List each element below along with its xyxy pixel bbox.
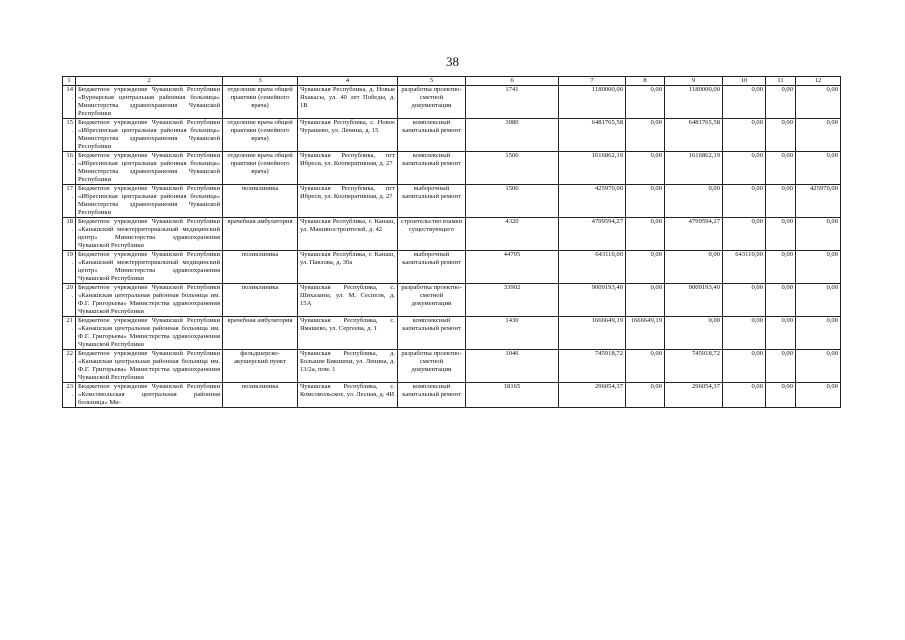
- organization-name: Бюджетное учреждение Чувашской Республики «Канашская центральная районная больница им. Ф.Г. Григорьева» Министерства здравоохранения Чувашской Республики: [76, 350, 223, 383]
- cost-year-4: 0,00: [766, 284, 796, 317]
- cost-year-1: 0,00: [626, 152, 665, 185]
- row-number: 16.: [63, 152, 76, 185]
- facility-type: поликлиника: [223, 383, 298, 408]
- work-type: выборочный капитальный ремонт: [398, 251, 466, 284]
- cost-year-1: 0,00: [626, 86, 665, 119]
- cost-year-4: 0,00: [766, 152, 796, 185]
- facility-address: Чувашская Республика, пгт Ибреси, ул. Кооперативная, д. 27: [298, 152, 398, 185]
- cost-year-5: 0,00: [796, 152, 841, 185]
- column-number-4: 4: [298, 77, 398, 86]
- facility-type: отделение врача общей практики (семейного врача): [223, 119, 298, 152]
- facility-type: поликлиника: [223, 185, 298, 218]
- row-number: 21.: [63, 317, 76, 350]
- total-cost: 643110,00: [559, 251, 626, 284]
- cost-year-2: 1616862,19: [665, 152, 723, 185]
- area-value: 1506: [466, 152, 559, 185]
- organization-name: Бюджетное учреждение Чувашской Республики «Ибресинская центральная районная больница» Министерства здравоохранения Чувашской Республики: [76, 119, 223, 152]
- cost-year-2: 0,00: [665, 317, 723, 350]
- cost-year-3: 0,00: [723, 284, 766, 317]
- cost-year-3: 0,00: [723, 383, 766, 408]
- cost-year-1: 0,00: [626, 350, 665, 383]
- row-number: 17.: [63, 185, 76, 218]
- facility-address: Чувашская Республика, г. Канаш, ул. Павлова, д. 30а: [298, 251, 398, 284]
- work-type: разработка проектно-сметной документации: [398, 284, 466, 317]
- facility-address: Чувашская Республика, с. Ямашево, ул. Сергеева, д. 1: [298, 317, 398, 350]
- cost-year-4: 0,00: [766, 185, 796, 218]
- work-type: строительство взамен существующего: [398, 218, 466, 251]
- cost-year-1: 0,00: [626, 284, 665, 317]
- work-type: комплексный капитальный ремонт: [398, 119, 466, 152]
- cost-year-4: 0,00: [766, 317, 796, 350]
- cost-year-5: 0,00: [796, 119, 841, 152]
- total-cost: 296054,37: [559, 383, 626, 408]
- table-row: [63, 284, 841, 317]
- organization-name: Бюджетное учреждение Чувашской Республики «Ибресинская центральная районная больница» Министерства здравоохранения Чувашской Республики: [76, 152, 223, 185]
- cost-year-2: 296054,37: [665, 383, 723, 408]
- column-number-8: 8: [626, 77, 665, 86]
- work-type: разработка проектно-сметной документации: [398, 350, 466, 383]
- work-type: выборочный капитальный ремонт: [398, 185, 466, 218]
- table-row: [63, 185, 841, 218]
- work-type: комплексный капитальный ремонт: [398, 317, 466, 350]
- cost-year-4: 0,00: [766, 350, 796, 383]
- cost-year-1: 0,00: [626, 383, 665, 408]
- cost-year-1: 0,00: [626, 251, 665, 284]
- cost-year-5: 0,00: [796, 317, 841, 350]
- row-number: 14.: [63, 86, 76, 119]
- facility-address: Чувашская Республика, д. Большие Бикшихи, ул. Ленина, д. 13/2а, пом. 1: [298, 350, 398, 383]
- cost-year-3: 0,00: [723, 317, 766, 350]
- cost-year-5: 0,00: [796, 251, 841, 284]
- cost-year-5: 0,00: [796, 350, 841, 383]
- area-value: 4320: [466, 218, 559, 251]
- facility-type: отделение врача общей практики (семейного врача): [223, 152, 298, 185]
- cost-year-2: 745918,72: [665, 350, 723, 383]
- table-row: [63, 119, 841, 152]
- column-number-11: 11: [766, 77, 796, 86]
- cost-year-5: 0,00: [796, 218, 841, 251]
- cost-year-2: 0,00: [665, 185, 723, 218]
- facility-type: врачебная амбулатория: [223, 218, 298, 251]
- facility-type: поликлиника: [223, 251, 298, 284]
- facility-address: Чувашская Республика, с. Шихазаны, ул. М. Сеспеля, д. 15А: [298, 284, 398, 317]
- cost-year-1: 1666649,19: [626, 317, 665, 350]
- cost-year-4: 0,00: [766, 218, 796, 251]
- cost-year-2: 1180000,00: [665, 86, 723, 119]
- total-cost: 6481765,58: [559, 119, 626, 152]
- total-cost: 745918,72: [559, 350, 626, 383]
- cost-year-4: 0,00: [766, 86, 796, 119]
- work-type: комплексный капитальный ремонт: [398, 383, 466, 408]
- organization-name: Бюджетное учреждение Чувашской Республики «Вурнарская центральная районная больница» Министерства здравоохранения Чувашской Республики: [76, 86, 223, 119]
- row-number: 18.: [63, 218, 76, 251]
- facility-address: Чувашская Республика, с. Новое Чурашево, ул. Ленина, д. 15: [298, 119, 398, 152]
- table-row: [63, 86, 841, 119]
- cost-year-3: 0,00: [723, 152, 766, 185]
- column-number-row: [63, 77, 841, 86]
- organization-name: Бюджетное учреждение Чувашской Республики «Комсомольская центральная районная больница» Ми-: [76, 383, 223, 408]
- page-number: 38: [446, 54, 459, 69]
- total-cost: 4799594,27: [559, 218, 626, 251]
- cost-year-1: 0,00: [626, 119, 665, 152]
- table-row: [63, 251, 841, 284]
- cost-year-4: 0,00: [766, 383, 796, 408]
- table-row: [63, 350, 841, 383]
- table-row: [63, 218, 841, 251]
- facility-address: Чувашская Республика, с. Комсомольское, ул. Лесная, д. 4И: [298, 383, 398, 408]
- area-value: 18165: [466, 383, 559, 408]
- cost-year-2: 6481765,58: [665, 119, 723, 152]
- cost-year-3: 0,00: [723, 185, 766, 218]
- row-number: 22.: [63, 350, 76, 383]
- area-value: 1506: [466, 185, 559, 218]
- cost-year-3: 0,00: [723, 86, 766, 119]
- column-number-1: 1: [63, 77, 76, 86]
- cost-year-3: 0,00: [723, 218, 766, 251]
- row-number: 15.: [63, 119, 76, 152]
- cost-year-2: 9009193,40: [665, 284, 723, 317]
- cost-year-5: 0,00: [796, 383, 841, 408]
- organization-name: Бюджетное учреждение Чувашской Республики «Канашская центральная районная больница им. Ф.Г. Григорьева» Министерства здравоохранения Чувашской Республики: [76, 284, 223, 317]
- row-number: 23.: [63, 383, 76, 408]
- area-value: 1430: [466, 317, 559, 350]
- area-value: 1741: [466, 86, 559, 119]
- area-value: 1046: [466, 350, 559, 383]
- column-number-6: 6: [466, 77, 559, 86]
- column-number-7: 7: [559, 77, 626, 86]
- cost-year-3: 0,00: [723, 119, 766, 152]
- cost-year-3: 0,00: [723, 350, 766, 383]
- facility-type: фельдшерско-акушерский пункт: [223, 350, 298, 383]
- column-number-5: 5: [398, 77, 466, 86]
- column-number-10: 10: [723, 77, 766, 86]
- organization-name: Бюджетное учреждение Чувашской Республики «Ибресинская центральная районная больница» Министерства здравоохранения Чувашской Республики: [76, 185, 223, 218]
- table-row: [63, 317, 841, 350]
- cost-year-1: 0,00: [626, 218, 665, 251]
- facility-type: врачебная амбулатория: [223, 317, 298, 350]
- facility-type: отделение врача общей практики (семейного врача): [223, 86, 298, 119]
- area-value: 3080: [466, 119, 559, 152]
- cost-year-5: 0,00: [796, 86, 841, 119]
- area-value: 33902: [466, 284, 559, 317]
- facility-address: Чувашская Республика, пгт Ибреси, ул. Кооперативная, д. 27: [298, 185, 398, 218]
- row-number: 19.: [63, 251, 76, 284]
- table-row: [63, 152, 841, 185]
- organization-name: Бюджетное учреждение Чувашской Республики «Канашский межтерриториальный медицинский центр» Министерства здравоохранения Чувашской Республики: [76, 251, 223, 284]
- column-number-12: 12: [796, 77, 841, 86]
- area-value: 44795: [466, 251, 559, 284]
- total-cost: 1666649,19: [559, 317, 626, 350]
- row-number: 20.: [63, 284, 76, 317]
- cost-year-5: 0,00: [796, 284, 841, 317]
- organization-name: Бюджетное учреждение Чувашской Республики «Канашский межтерриториальный медицинский центр» Министерства здравоохранения Чувашской Республики: [76, 218, 223, 251]
- cost-year-4: 0,00: [766, 251, 796, 284]
- cost-year-5: 425970,00: [796, 185, 841, 218]
- work-type: разработка проектно-сметной документации: [398, 86, 466, 119]
- cost-year-2: 0,00: [665, 251, 723, 284]
- column-number-3: 3: [223, 77, 298, 86]
- cost-year-4: 0,00: [766, 119, 796, 152]
- cost-year-1: 0,00: [626, 185, 665, 218]
- total-cost: 425970,00: [559, 185, 626, 218]
- table-row: [63, 383, 841, 408]
- cost-year-2: 4799594,27: [665, 218, 723, 251]
- register-table: [62, 76, 841, 408]
- total-cost: 1616862,19: [559, 152, 626, 185]
- cost-year-3: 643110,00: [723, 251, 766, 284]
- facility-type: поликлиника: [223, 284, 298, 317]
- total-cost: 9009193,40: [559, 284, 626, 317]
- total-cost: 1180000,00: [559, 86, 626, 119]
- facility-address: Чувашская Республика, д. Новые Яхакасы, ул. 40 лет Победы, д. 1В: [298, 86, 398, 119]
- column-number-2: 2: [76, 77, 223, 86]
- work-type: комплексный капитальный ремонт: [398, 152, 466, 185]
- facility-address: Чувашская Республика, г. Канаш, ул. Машиностроителей, д. 42: [298, 218, 398, 251]
- column-number-9: 9: [665, 77, 723, 86]
- organization-name: Бюджетное учреждение Чувашской Республики «Канашская центральная районная больница им. Ф.Г. Григорьева» Министерства здравоохранения Чувашской Республики: [76, 317, 223, 350]
